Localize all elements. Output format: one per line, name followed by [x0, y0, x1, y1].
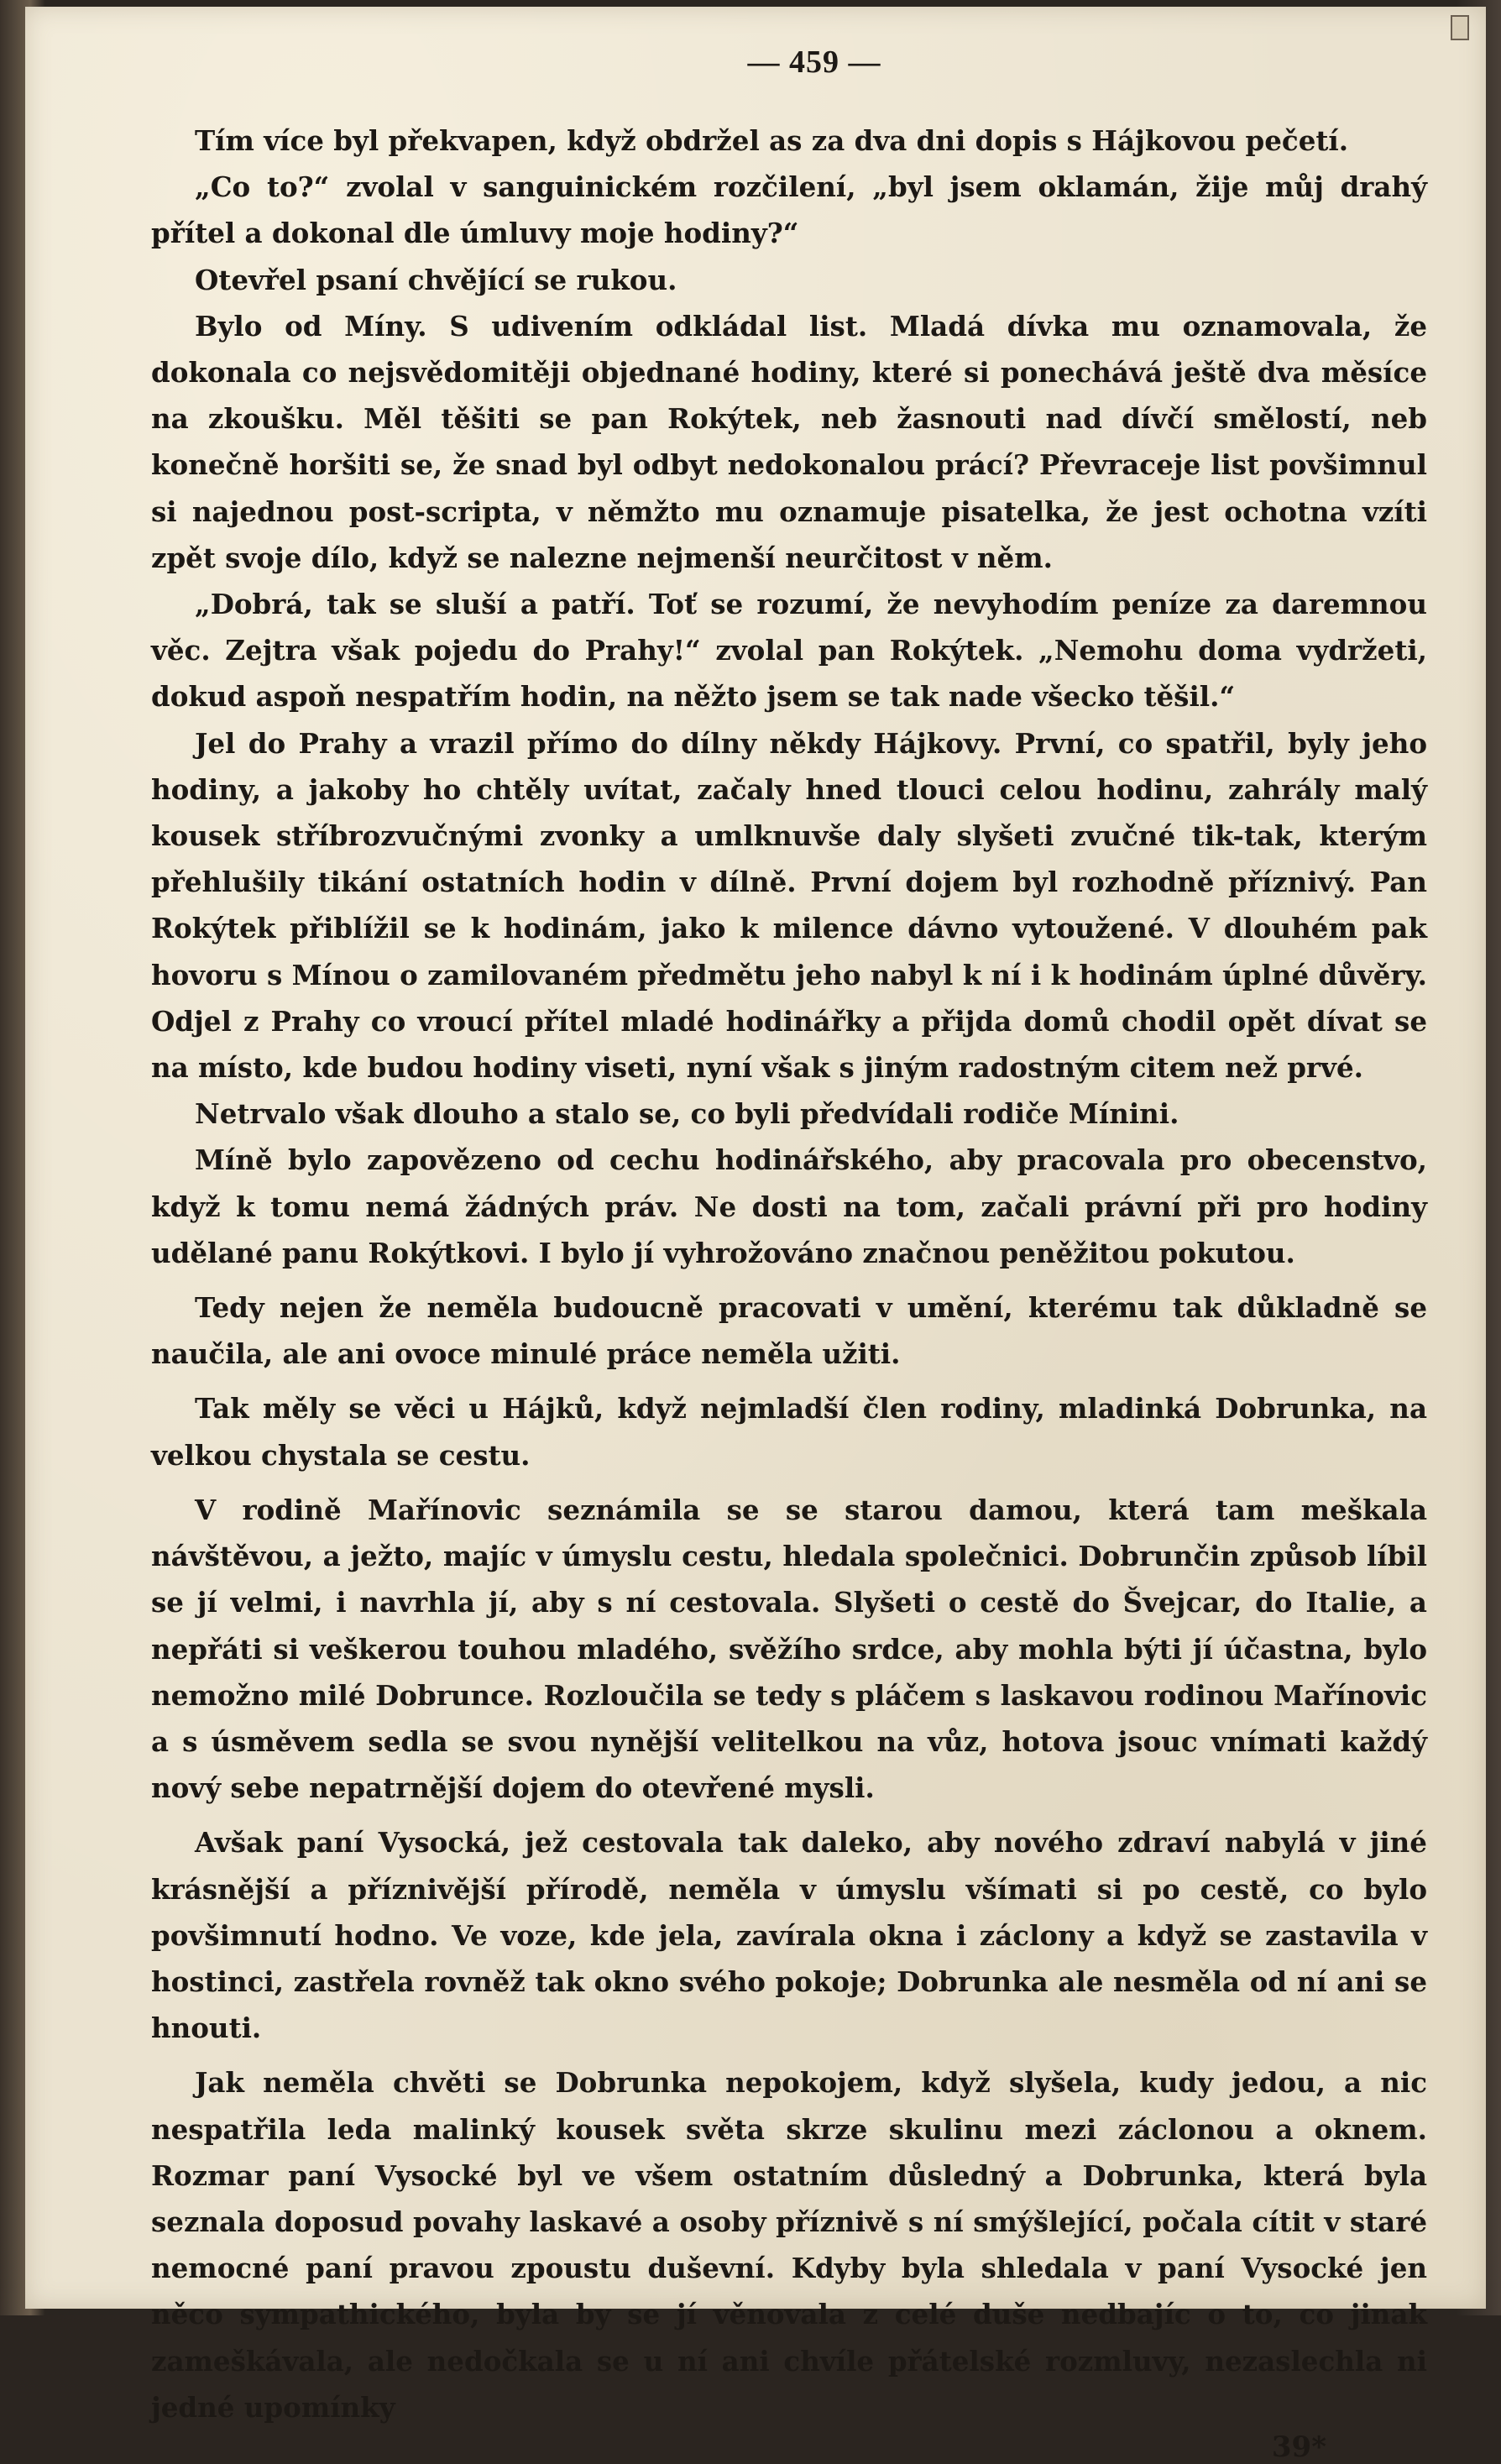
paragraph: „Dobrá, tak se sluší a patří. Toť se rozumí, že nevyhodím peníze za daremnou věc. Zejtra však pojedu do Prahy!“ zvolal pan Rokýtek. „Nemohu doma vydržeti, dokud aspoň nespatřím hodin, na něžto jsem se tak nade všecko těšil.“: [151, 588, 1427, 714]
book-page: [25, 7, 1486, 2464]
text-body: [151, 118, 1427, 2430]
paragraph: Jel do Prahy a vrazil přímo do dílny někdy Hájkovy. První, co spatřil, byly jeho hodiny, a jakoby ho chtěly uvítat, začaly hned tlouci celou hodinu, zahrály malý kousek stříbrozvučnými zvonky a umlknuvše daly slyšeti zvučné tik-tak, kterým přehlušily tikání ostatních hodin v dílně. První dojem byl rozhodně příznivý. Pan Rokýtek přiblížil se k hodinám, jako k milence dávno vytoužené. V dlouhém pak hovoru s Mínou o zamilovaném předmětu jeho nabyl k ní i k hodinám úplné důvěry. Odjel z Prahy co vroucí přítel mladé hodinářky a přijda domů chodil opět dívat se na místo, kde budou hodiny viseti, nyní však s jiným radostným citem než prvé.: [151, 726, 1427, 1085]
paragraph: Tedy nejen že neměla budoucně pracovati v umění, kterému tak důkladně se naučila, ale ani ovoce minulé práce neměla užiti.: [151, 1291, 1427, 1371]
page-number: — 459 —: [747, 44, 881, 80]
paragraph: V rodině Mařínovic seznámila se se starou damou, která tam meškala návštěvou, a ježto, majíc v úmyslu cestu, hledala společnici. Dobrunčin způsob líbil se jí velmi, i navrhla jí, aby s ní cestovala. Slyšeti o cestě do Švejcar, do Italie, a nepřáti si veškerou touhou mladého, svěžího srdce, aby mohla býti jí účastna, bylo nemožno milé Dobrunce. Rozloučila se tedy s pláčem s laskavou rodinou Mařínovic a s úsměvem sedla se svou nynější velitelkou na vůz, hotova jsouc vnímati každý nový sebe nepatrnější dojem do otevřené mysli.: [151, 1493, 1427, 1805]
paragraph: „Co to?“ zvolal v sanguinickém rozčilení, „byl jsem oklamán, žije můj drahý přítel a dokonal dle úmluvy moje hodiny?“: [151, 170, 1427, 250]
paragraph: Tím více byl překvapen, když obdržel as za dva dni dopis s Hájkovou pečetí.: [195, 124, 1349, 157]
paragraph: Netrvalo však dlouho a stalo se, co byli předvídali rodiče Mínini.: [195, 1097, 1179, 1131]
paragraph: Tak měly se věci u Hájků, když nejmladší člen rodiny, mladinká Dobrunka, na velkou chystala se cestu.: [151, 1392, 1427, 1472]
paragraph: Otevřel psaní chvějící se rukou.: [195, 263, 677, 296]
paragraph: Míně bylo zapovězeno od cechu hodinářského, aby pracovala pro obecenstvo, když k tomu nemá žádných práv. Ne dosti na tom, začali právní při pro hodiny udělané panu Rokýtkovi. I bylo jí vyhrožováno značnou peněžitou pokutou.: [151, 1143, 1427, 1269]
corner-marker: [1451, 15, 1469, 40]
paragraph: Jak neměla chvěti se Dobrunka nepokojem, když slyšela, kudy jedou, a nic nespatřila leda malinký kousek světa skrze skulinu mezi záclonou a oknem. Rozmar paní Vysocké byl ve všem ostatním důsledný a Dobrunka, která byla seznala doposud povahy laskavé a osoby příznivě s ní smýšlející, počala cítit v staré nemocné paní pravou zpoustu duševní. Kdyby byla shledala v paní Vysocké jen něco sympathického, byla by se jí věnovala z celé duše nedbajíc o to, co jinak zameškávala, ale nedočkala se u ní ani chvíle přátelské rozmluvy, nezaslechla ni jedné upomínky: [151, 2066, 1427, 2424]
signature-mark: 39*: [1271, 2430, 1326, 2464]
paragraph: Avšak paní Vysocká, jež cestovala tak daleko, aby nového zdraví nabylá v jiné krásnější a příznivější přírodě, neměla v úmyslu všímati si po cestě, co bylo povšimnutí hodno. Ve voze, kde jela, zavírala okna i záclony a když se zastavila v hostinci, zastřela rovněž tak okno svého pokoje; Dobrunka ale nesměla od ní ani se hnouti.: [151, 1826, 1427, 2045]
paragraph: Bylo od Míny. S udivením odkládal list. Mladá dívka mu oznamovala, že dokonala co nejsvědomitěji objednané hodiny, které si ponechává ještě dva měsíce na zkoušku. Měl těšiti se pan Rokýtek, neb žasnouti nad dívčí smělostí, neb konečně horšiti se, že snad byl odbyt nedokonalou prácí? Převraceje list povšimnul si najednou post-scripta, v němžto mu oznamuje pisatelka, že jest ochotna vzíti zpět svoje dílo, když se nalezne nejmenší neurčitost v něm.: [151, 309, 1427, 574]
page-content: [151, 40, 1427, 2464]
